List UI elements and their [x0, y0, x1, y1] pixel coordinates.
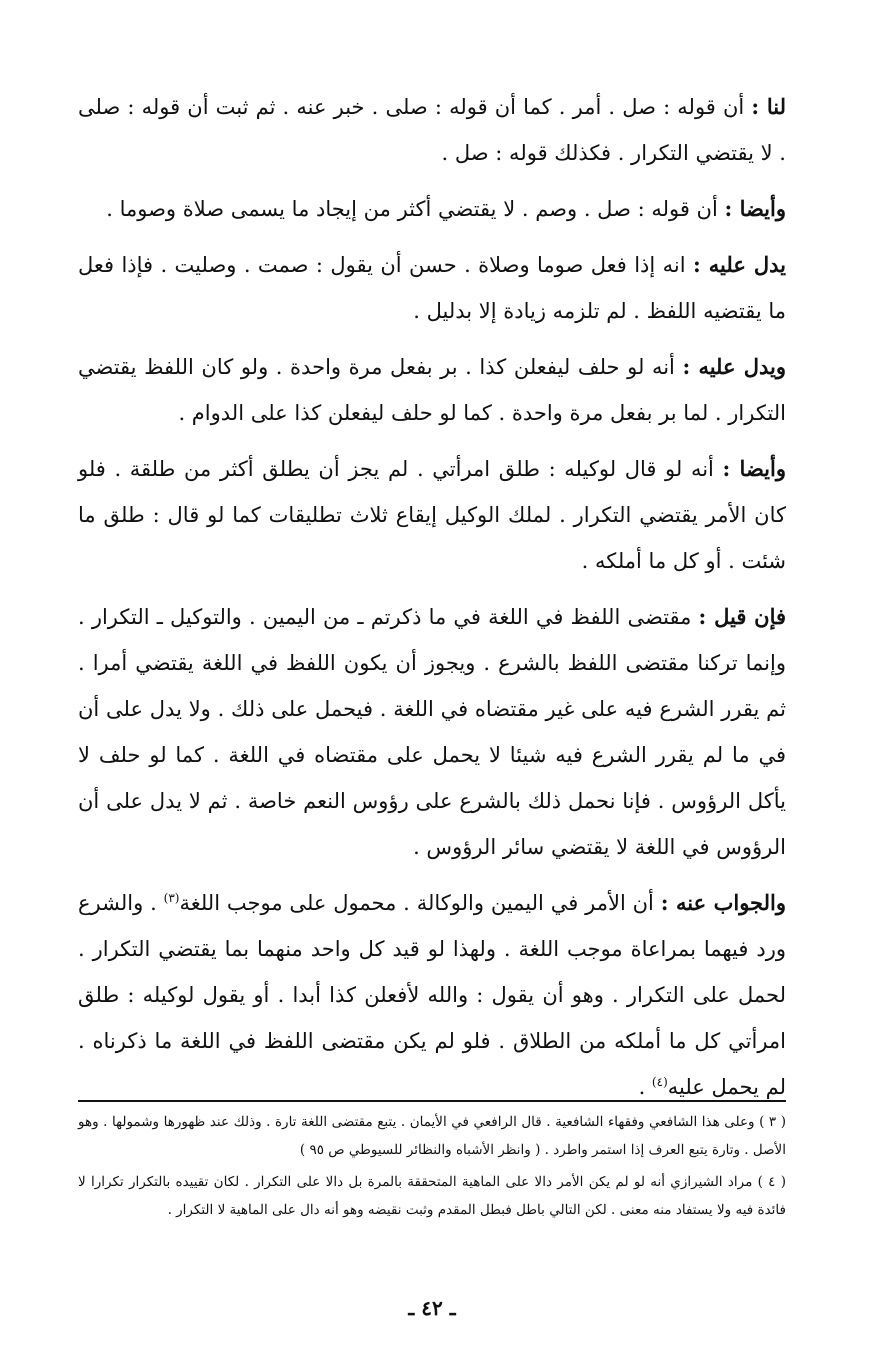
- paragraph-text-after: . والشرع ورد فيهما بمراعاة موجب اللغة . ولهذا لو قيد كل واحد منهما بما يقتضي التكرار . لحمل على التكرار . وهو أن يقول : والله لأفعلن كذا أبدا . أو يقول لوكيله : طلق امرأتي كل ما أملكه من الطلاق . فلو لم يكن مقتضى اللفظ في اللغة ما ذكرناه . لم يحمل عليه: [78, 891, 786, 1099]
- paragraph-text-end: .: [638, 1075, 652, 1099]
- paragraph-text: أنه لو قال لوكيله : طلق امرأتي . لم يجز أن يطلق أكثر من طلقة . فلو كان الأمر يقتضي التكرار . لملك الوكيل إيقاع ثلاث تطليقات كما لو قال : طلق ما شئت . أو كل ما أملكه .: [78, 457, 786, 573]
- footnote-4: ( ٤ ) مراد الشيرازي أنه لو لم يكن الأمر دالا على الماهية المتحققة بالمرة بل دالا على التكرار . لكان تقييده بالتكرار تكرارا لا فائدة فيه ولا يستفاد منه معنى . لكن التالي باطل فبطل المقدم وثبت نقيضه وهو أنه دال على الماهية لا التكرار .: [78, 1174, 786, 1218]
- paragraph-lead: يدل عليه :: [692, 252, 786, 277]
- footnote-ref-3: (٣): [163, 891, 180, 905]
- footnote-3: ( ٣ ) وعلى هذا الشافعي وفقهاء الشافعية . قال الرافعي في الأيمان . يتبع مقتضى اللغة تارة . وذلك عند ظهورها وشمولها . وهو الأصل . وتارة يتبع العرف إذا استمر واطرد . ( وانظر الأشباه والنظائر للسيوطي ص ٩٥ ): [78, 1114, 786, 1158]
- page-number: ـ ٤٢ ـ: [408, 1296, 456, 1320]
- paragraph-text: انه إذا فعل صوما وصلاة . حسن أن يقول : صمت . وصليت . فإذا فعل ما يقتضيه اللفظ . لم تلزمه زيادة إلا بدليل .: [78, 253, 786, 323]
- paragraph-text: أن قوله : صل . أمر . كما أن قوله : صلى . خبر عنه . ثم ثبت أن قوله : صلى . لا يقتضي التكرار . فكذلك قوله : صل .: [78, 95, 786, 165]
- paragraph-objection: [78, 594, 786, 870]
- paragraph-text: أنه لو حلف ليفعلن كذا . بر بفعل مرة واحدة . ولو كان اللفظ يقتضي التكرار . لما بر بفعل مرة واحدة . كما لو حلف ليفعلن كذا على الدوام .: [78, 355, 786, 425]
- paragraph-lead: وأيضا :: [724, 196, 786, 221]
- paragraph-lead: وأيضا :: [722, 456, 786, 481]
- paragraph-aydan-1: [78, 186, 786, 232]
- paragraph-lead: والجواب عنه :: [660, 890, 786, 915]
- paragraph-lead: ويدل عليه :: [682, 354, 787, 379]
- page-body: [78, 84, 787, 1320]
- paragraph-text: أن الأمر في اليمين والوكالة . محمول على موجب اللغة: [179, 891, 661, 915]
- paragraph-answer: [78, 880, 786, 1110]
- footnote-ref-4: (٤): [651, 1075, 668, 1089]
- paragraph-text: أن قوله : صل . وصم . لا يقتضي أكثر من إيجاد ما يسمى صلاة وصوما .: [106, 197, 725, 221]
- footnotes: [78, 1108, 786, 1228]
- paragraph-lana: [78, 84, 786, 176]
- paragraph-aydan-2: [78, 446, 786, 584]
- footnote-divider: [78, 1100, 786, 1102]
- paragraph-yadullu-2: [78, 344, 786, 436]
- paragraph-lead: لنا :: [751, 94, 786, 119]
- paragraph-text: مقتضى اللفظ في اللغة في ما ذكرتم ـ من اليمين . والتوكيل ـ التكرار . وإنما تركنا مقتضى اللفظ بالشرع . ويجوز أن يكون اللفظ في اللغة يقتضي أمرا . ثم يقرر الشرع فيه على غير مقتضاه في اللغة . فيحمل على ذلك . ولا يدل على أن في ما لم يقرر الشرع فيه شيئا لا يحمل على مقتضاه في اللغة . كما لو حلف لا يأكل الرؤوس . فإنا نحمل ذلك بالشرع على رؤوس النعم خاصة . ثم لا يدل على أن الرؤوس في اللغة لا يقتضي سائر الرؤوس .: [78, 605, 786, 859]
- paragraph-yadullu-1: [78, 242, 786, 334]
- paragraph-lead: فإن قيل :: [698, 604, 787, 629]
